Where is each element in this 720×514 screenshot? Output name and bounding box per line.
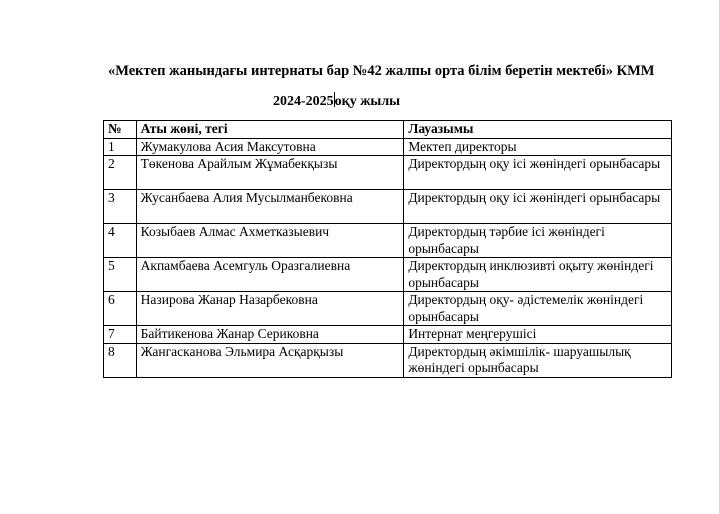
academic-year-range: 2024-2025: [273, 94, 334, 109]
academic-year-label: оқу жылы: [334, 94, 401, 109]
row-name: Жусанбаева Алия Мусылманбековна: [136, 190, 404, 224]
row-name: Назирова Жанар Назарбековна: [136, 292, 404, 326]
table-header-row: [104, 121, 672, 139]
table-row: [104, 326, 672, 344]
row-number: 1: [104, 138, 137, 156]
row-position: Директордың оқу ісі жөніндегі орынбасары: [404, 190, 672, 224]
academic-year-line: [273, 92, 400, 110]
row-number: 4: [104, 224, 137, 258]
row-position: Интернат меңгерушісі: [404, 326, 672, 344]
row-name: Акпамбаева Асемгуль Оразгалиевна: [136, 258, 404, 292]
row-position: Директордың тәрбие ісі жөніндегі орынбасары: [404, 224, 672, 258]
table-row: [104, 343, 672, 377]
row-position: Директордың әкімшілік- шаруашылық жөніндегі орынбасары: [404, 343, 672, 377]
table-row: [104, 138, 672, 156]
table-row: [104, 190, 672, 224]
table-row: [104, 156, 672, 190]
row-position: Мектеп директоры: [404, 138, 672, 156]
staff-table: [103, 120, 672, 378]
row-number: 3: [104, 190, 137, 224]
row-position: Директордың инклюзивті оқыту жөніндегі орынбасары: [404, 258, 672, 292]
row-name: Жумакулова Асия Максутовна: [136, 138, 404, 156]
row-name: Төкенова Арайлым Жұмабекқызы: [136, 156, 404, 190]
row-position: Директордың оқу- әдістемелік жөніндегі орынбасары: [404, 292, 672, 326]
header-position: Лауазымы: [404, 121, 672, 139]
row-number: 2: [104, 156, 137, 190]
row-number: 5: [104, 258, 137, 292]
header-name: Аты жөні, тегі: [136, 121, 404, 139]
table-row: [104, 258, 672, 292]
table-row: [104, 224, 672, 258]
row-name: Байтикенова Жанар Сериковна: [136, 326, 404, 344]
header-number: №: [104, 121, 137, 139]
row-position: Директордың оқу ісі жөніндегі орынбасары: [404, 156, 672, 190]
row-number: 6: [104, 292, 137, 326]
table-row: [104, 292, 672, 326]
row-name: Козыбаев Алмас Ахметказыевич: [136, 224, 404, 258]
document-title: «Мектеп жанындағы интернаты бар №42 жалпы орта білім беретін мектебі» КММ: [108, 63, 655, 79]
row-number: 8: [104, 343, 137, 377]
row-name: Жангасканова Эльмира Асқарқызы: [136, 343, 404, 377]
row-number: 7: [104, 326, 137, 344]
